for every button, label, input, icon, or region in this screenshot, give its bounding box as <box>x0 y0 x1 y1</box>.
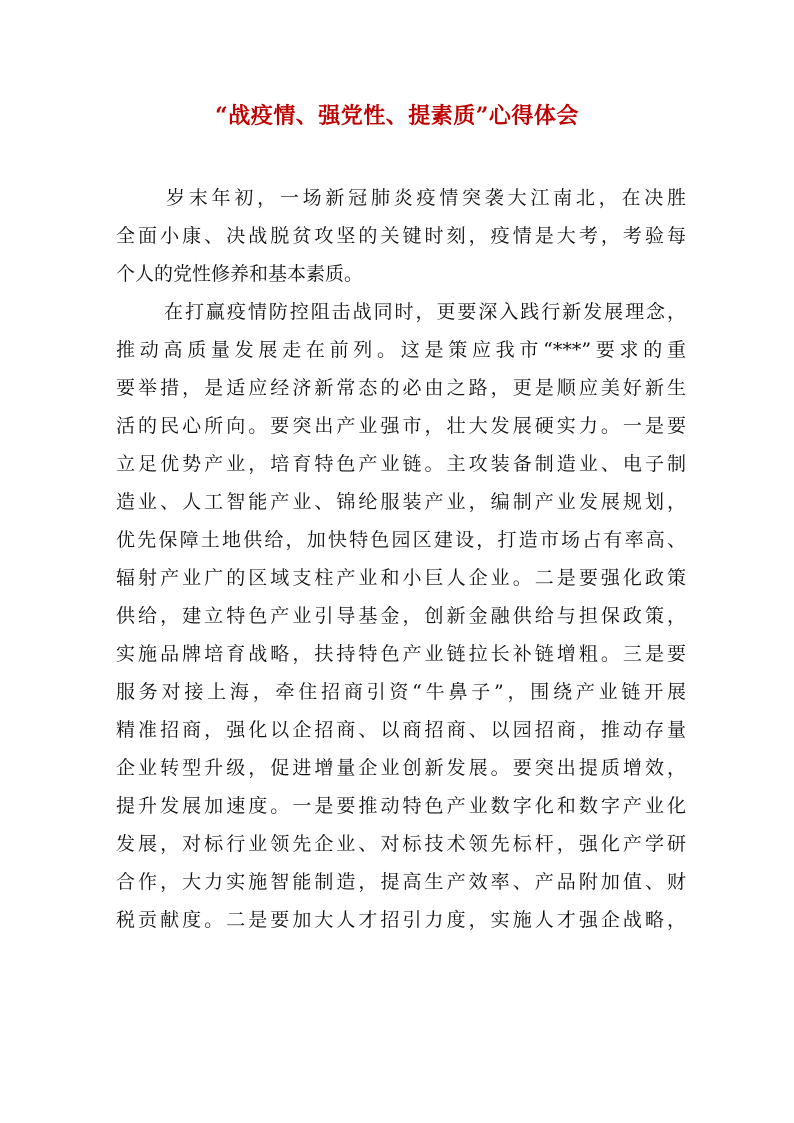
text-line: 推动高质量发展走在前列。这是策应我市“***”要求的重 <box>116 339 686 361</box>
text-line: 提升发展加速度。一是要推动特色产业数字化和数字产业化 <box>116 795 686 817</box>
document-title: “战疫情、强党性、提素质”心得体会 <box>215 103 579 129</box>
paragraph-2 <box>116 293 686 939</box>
text-line: 辐射产业广的区域支柱产业和小巨人企业。二是要强化政策 <box>116 567 686 589</box>
text-line: 要举措，是适应经济新常态的必由之路，更是顺应美好新生 <box>116 377 686 399</box>
text-line: 造业、人工智能产业、锦纶服装产业，编制产业发展规划， <box>116 491 686 513</box>
text-line: 岁末年初，一场新冠肺炎疫情突袭大江南北，在决胜 <box>166 187 686 209</box>
text-line: 立足优势产业，培育特色产业链。主攻装备制造业、电子制 <box>116 453 686 475</box>
text-line: 个人的党性修养和基本素质。 <box>116 263 364 285</box>
text-line: 实施品牌培育战略，扶持特色产业链拉长补链增粗。三是要 <box>116 643 686 665</box>
text-line: 优先保障土地供给，加快特色园区建设，打造市场占有率高、 <box>116 529 686 551</box>
text-line: 服务对接上海，牵住招商引资“牛鼻子”，围绕产业链开展 <box>116 681 686 703</box>
document-body <box>116 179 686 939</box>
text-line: 合作，大力实施智能制造，提高生产效率、产品附加值、财 <box>116 871 686 893</box>
text-line: 企业转型升级，促进增量企业创新发展。要突出提质增效， <box>116 757 686 779</box>
text-line: 活的民心所向。要突出产业强市，壮大发展硬实力。一是要 <box>116 415 686 437</box>
text-line: 精准招商，强化以企招商、以商招商、以园招商，推动存量 <box>116 719 686 741</box>
text-line: 在打赢疫情防控阻击战同时，更要深入践行新发展理念， <box>164 301 686 323</box>
text-line: 税贡献度。二是要加大人才招引力度，实施人才强企战略， <box>116 909 686 931</box>
text-line: 供给，建立特色产业引导基金，创新金融供给与担保政策， <box>116 605 686 627</box>
text-line: 发展，对标行业领先企业、对标技术领先标杆，强化产学研 <box>116 833 686 855</box>
paragraph-1 <box>116 179 686 293</box>
text-line: 全面小康、决战脱贫攻坚的关键时刻，疫情是大考，考验每 <box>116 225 686 247</box>
